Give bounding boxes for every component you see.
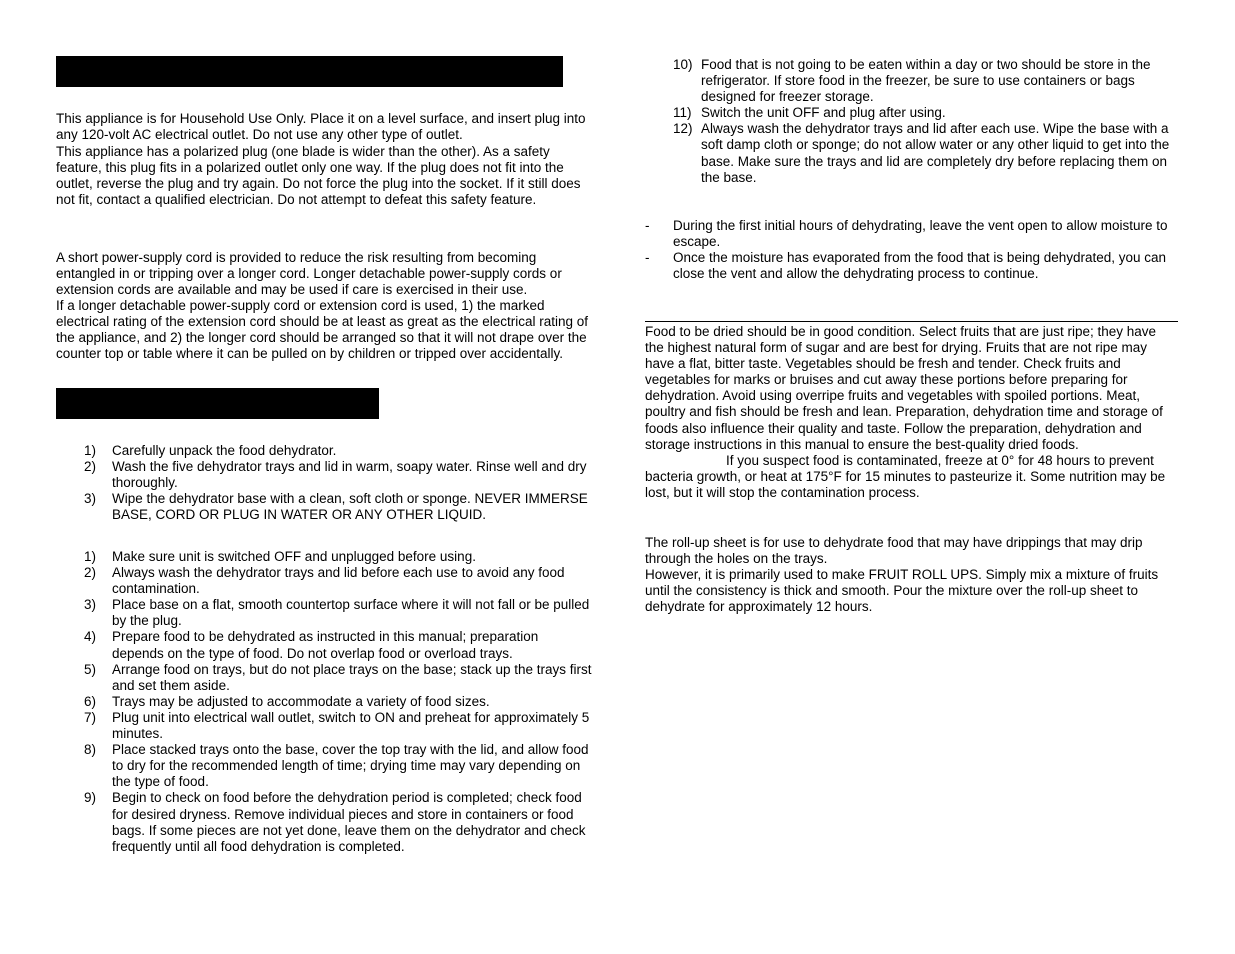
list-number: 5) bbox=[84, 661, 97, 677]
list-item bbox=[84, 790, 592, 854]
vent-notes-list bbox=[645, 218, 1175, 282]
section-header-bar-top bbox=[56, 56, 563, 87]
list-item bbox=[84, 694, 592, 710]
food-condition-paragraph: Food to be dried should be in good condition. Select fruits that are just ripe; they have the highest natural form of sugar and are best for drying. Fruits that are not ripe may have a flat, bitter taste. Vegetables should be fresh and tender. Check fruits and vegetables for marks or bruises and cut away these portions before preparing for dehydration. Avoid using overripe fruits and vegetables with spoiled portions. Meat, poultry and fish should be fresh and lean. Preparation, dehydration time and storage of foods also influence their quality and taste. Follow the preparation, dehydration and storage instructions in this manual to ensure the best-quality dried foods. bbox=[645, 324, 1163, 452]
list-number: 4) bbox=[84, 629, 97, 645]
rollup-paragraph-1: The roll-up sheet is for use to dehydrate food that may have drippings that may drip through the holes on the trays. bbox=[645, 535, 1143, 567]
list-number: 3) bbox=[84, 597, 97, 613]
list-item bbox=[84, 491, 592, 523]
plug-paragraph-1: This appliance is for Household Use Only. Place it on a level surface, and insert plug into any 120-volt AC electrical outlet. Do not use any other type of outlet. bbox=[56, 111, 586, 143]
list-item bbox=[673, 105, 1181, 121]
list-text: Always wash the dehydrator trays and lid before each use to avoid any food contamination. bbox=[112, 565, 565, 597]
list-text: Arrange food on trays, but do not place trays on the base; stack up the trays first and set them aside. bbox=[112, 661, 592, 693]
list-item bbox=[84, 443, 592, 459]
list-text: Switch the unit OFF and plug after using. bbox=[701, 105, 946, 121]
list-item bbox=[673, 121, 1181, 185]
dash-marker: - bbox=[645, 250, 650, 266]
list-text: Carefully unpack the food dehydrator. bbox=[112, 443, 337, 458]
list-number: 11) bbox=[673, 105, 692, 121]
list-item bbox=[84, 597, 592, 629]
list-text: Food that is not going to be eaten within a day or two should be store in the refrigerator. If store food in the freezer, be sure to use containers or bags designed for freezer storage. bbox=[701, 57, 1151, 105]
list-item bbox=[645, 250, 1175, 282]
section-header-bar-middle bbox=[56, 388, 379, 419]
list-number: 10) bbox=[673, 57, 693, 72]
rollup-paragraph-2: However, it is primarily used to make FRUIT ROLL UPS. Simply mix a mixture of fruits until the consistency is thick and smooth. Pour the mixture over the roll-up sheet to dehydrate for approximately 12 hours. bbox=[645, 567, 1159, 615]
list-number: 9) bbox=[84, 790, 97, 806]
list-text: Prepare food to be dehydrated as instructed in this manual; preparation depends on the type of food. Do not overlap food or overload trays. bbox=[112, 629, 539, 661]
list-text: Trays may be adjusted to accommodate a variety of food sizes. bbox=[112, 693, 490, 709]
list-item bbox=[84, 565, 592, 597]
list-number: 6) bbox=[84, 693, 97, 709]
operating-steps-continued-list bbox=[673, 57, 1181, 186]
operating-steps-list bbox=[84, 549, 592, 855]
cord-paragraph-1: A short power-supply cord is provided to reduce the risk resulting from becoming entangled in or tripping over a longer cord. Longer detachable power-supply cords or extension cords are available and may be used if care is exercised in their use. bbox=[56, 250, 562, 298]
section-divider-line bbox=[645, 321, 1178, 322]
list-text: During the first initial hours of dehydrating, leave the vent open to allow moisture to escape. bbox=[673, 218, 1168, 250]
list-number: 12) bbox=[673, 121, 693, 137]
list-number: 1) bbox=[84, 549, 97, 564]
list-text: Place stacked trays onto the base, cover the top tray with the lid, and allow food to dry for the recommended length of time; drying time may vary depending on the type of food. bbox=[112, 742, 589, 790]
list-item bbox=[84, 742, 592, 790]
list-text: Place base on a flat, smooth countertop surface where it will not fall or be pulled by the plug. bbox=[112, 597, 590, 629]
list-item bbox=[84, 710, 592, 742]
list-text: Once the moisture has evaporated from the food that is being dehydrated, you can close the vent and allow the dehydrating process to continue. bbox=[673, 250, 1167, 282]
list-number: 2) bbox=[84, 565, 97, 581]
contamination-paragraph: If you suspect food is contaminated, freeze at 0° for 48 hours to prevent bacteria growth, or heat at 175°F for 15 minutes to pasteurize it. Some nutrition may be lost, but it will stop the contamination process. bbox=[645, 453, 1166, 501]
list-text: Wash the five dehydrator trays and lid in warm, soapy water. Rinse well and dry thoroughly. bbox=[112, 459, 587, 491]
list-number: 1) bbox=[84, 443, 97, 458]
cord-paragraph-2: If a longer detachable power-supply cord or extension cord is used, 1) the marked electrical rating of the extension cord should be at least as great as the electrical rating of the appliance, and 2) the longer cord should be arranged so that it will not drape over the counter top or table where it can be pulled on by children or tripped over accidentally. bbox=[56, 298, 589, 362]
list-number: 3) bbox=[84, 491, 97, 507]
list-item bbox=[84, 549, 592, 565]
list-text: Plug unit into electrical wall outlet, switch to ON and preheat for approximately 5 minutes. bbox=[112, 709, 590, 742]
list-text: Make sure unit is switched OFF and unplugged before using. bbox=[112, 549, 476, 564]
list-number: 8) bbox=[84, 742, 97, 758]
list-text: Wipe the dehydrator base with a clean, soft cloth or sponge. NEVER IMMERSE BASE, CORD OR PLUG IN WATER OR ANY OTHER LIQUID. bbox=[112, 491, 588, 523]
list-text: Begin to check on food before the dehydration period is completed; check food for desired dryness. Remove individual pieces and store in containers or food bags. If some pieces are not yet done, leave them on the dehydrator and check frequently until all food dehydration is completed. bbox=[112, 790, 586, 854]
dash-marker: - bbox=[645, 218, 650, 233]
before-first-use-list bbox=[84, 443, 592, 523]
list-text: Always wash the dehydrator trays and lid after each use. Wipe the base with a soft damp cloth or sponge; do not allow water or any other liquid to get into the base. Make sure the trays and lid are completely dry before replacing them on the base. bbox=[701, 121, 1170, 185]
list-item bbox=[84, 629, 592, 661]
list-item bbox=[84, 459, 592, 491]
plug-paragraph-2: This appliance has a polarized plug (one blade is wider than the other). As a safety feature, this plug fits in a polarized outlet only one way. If the plug does not fit into the outlet, reverse the plug and try again. Do not force the plug into the socket. If it still does not fit, contact a qualified electrician. Do not attempt to defeat this safety feature. bbox=[56, 144, 581, 208]
list-item bbox=[84, 662, 592, 694]
list-item bbox=[673, 57, 1181, 105]
list-item bbox=[645, 218, 1175, 250]
list-number: 7) bbox=[84, 709, 97, 725]
list-number: 2) bbox=[84, 459, 97, 475]
